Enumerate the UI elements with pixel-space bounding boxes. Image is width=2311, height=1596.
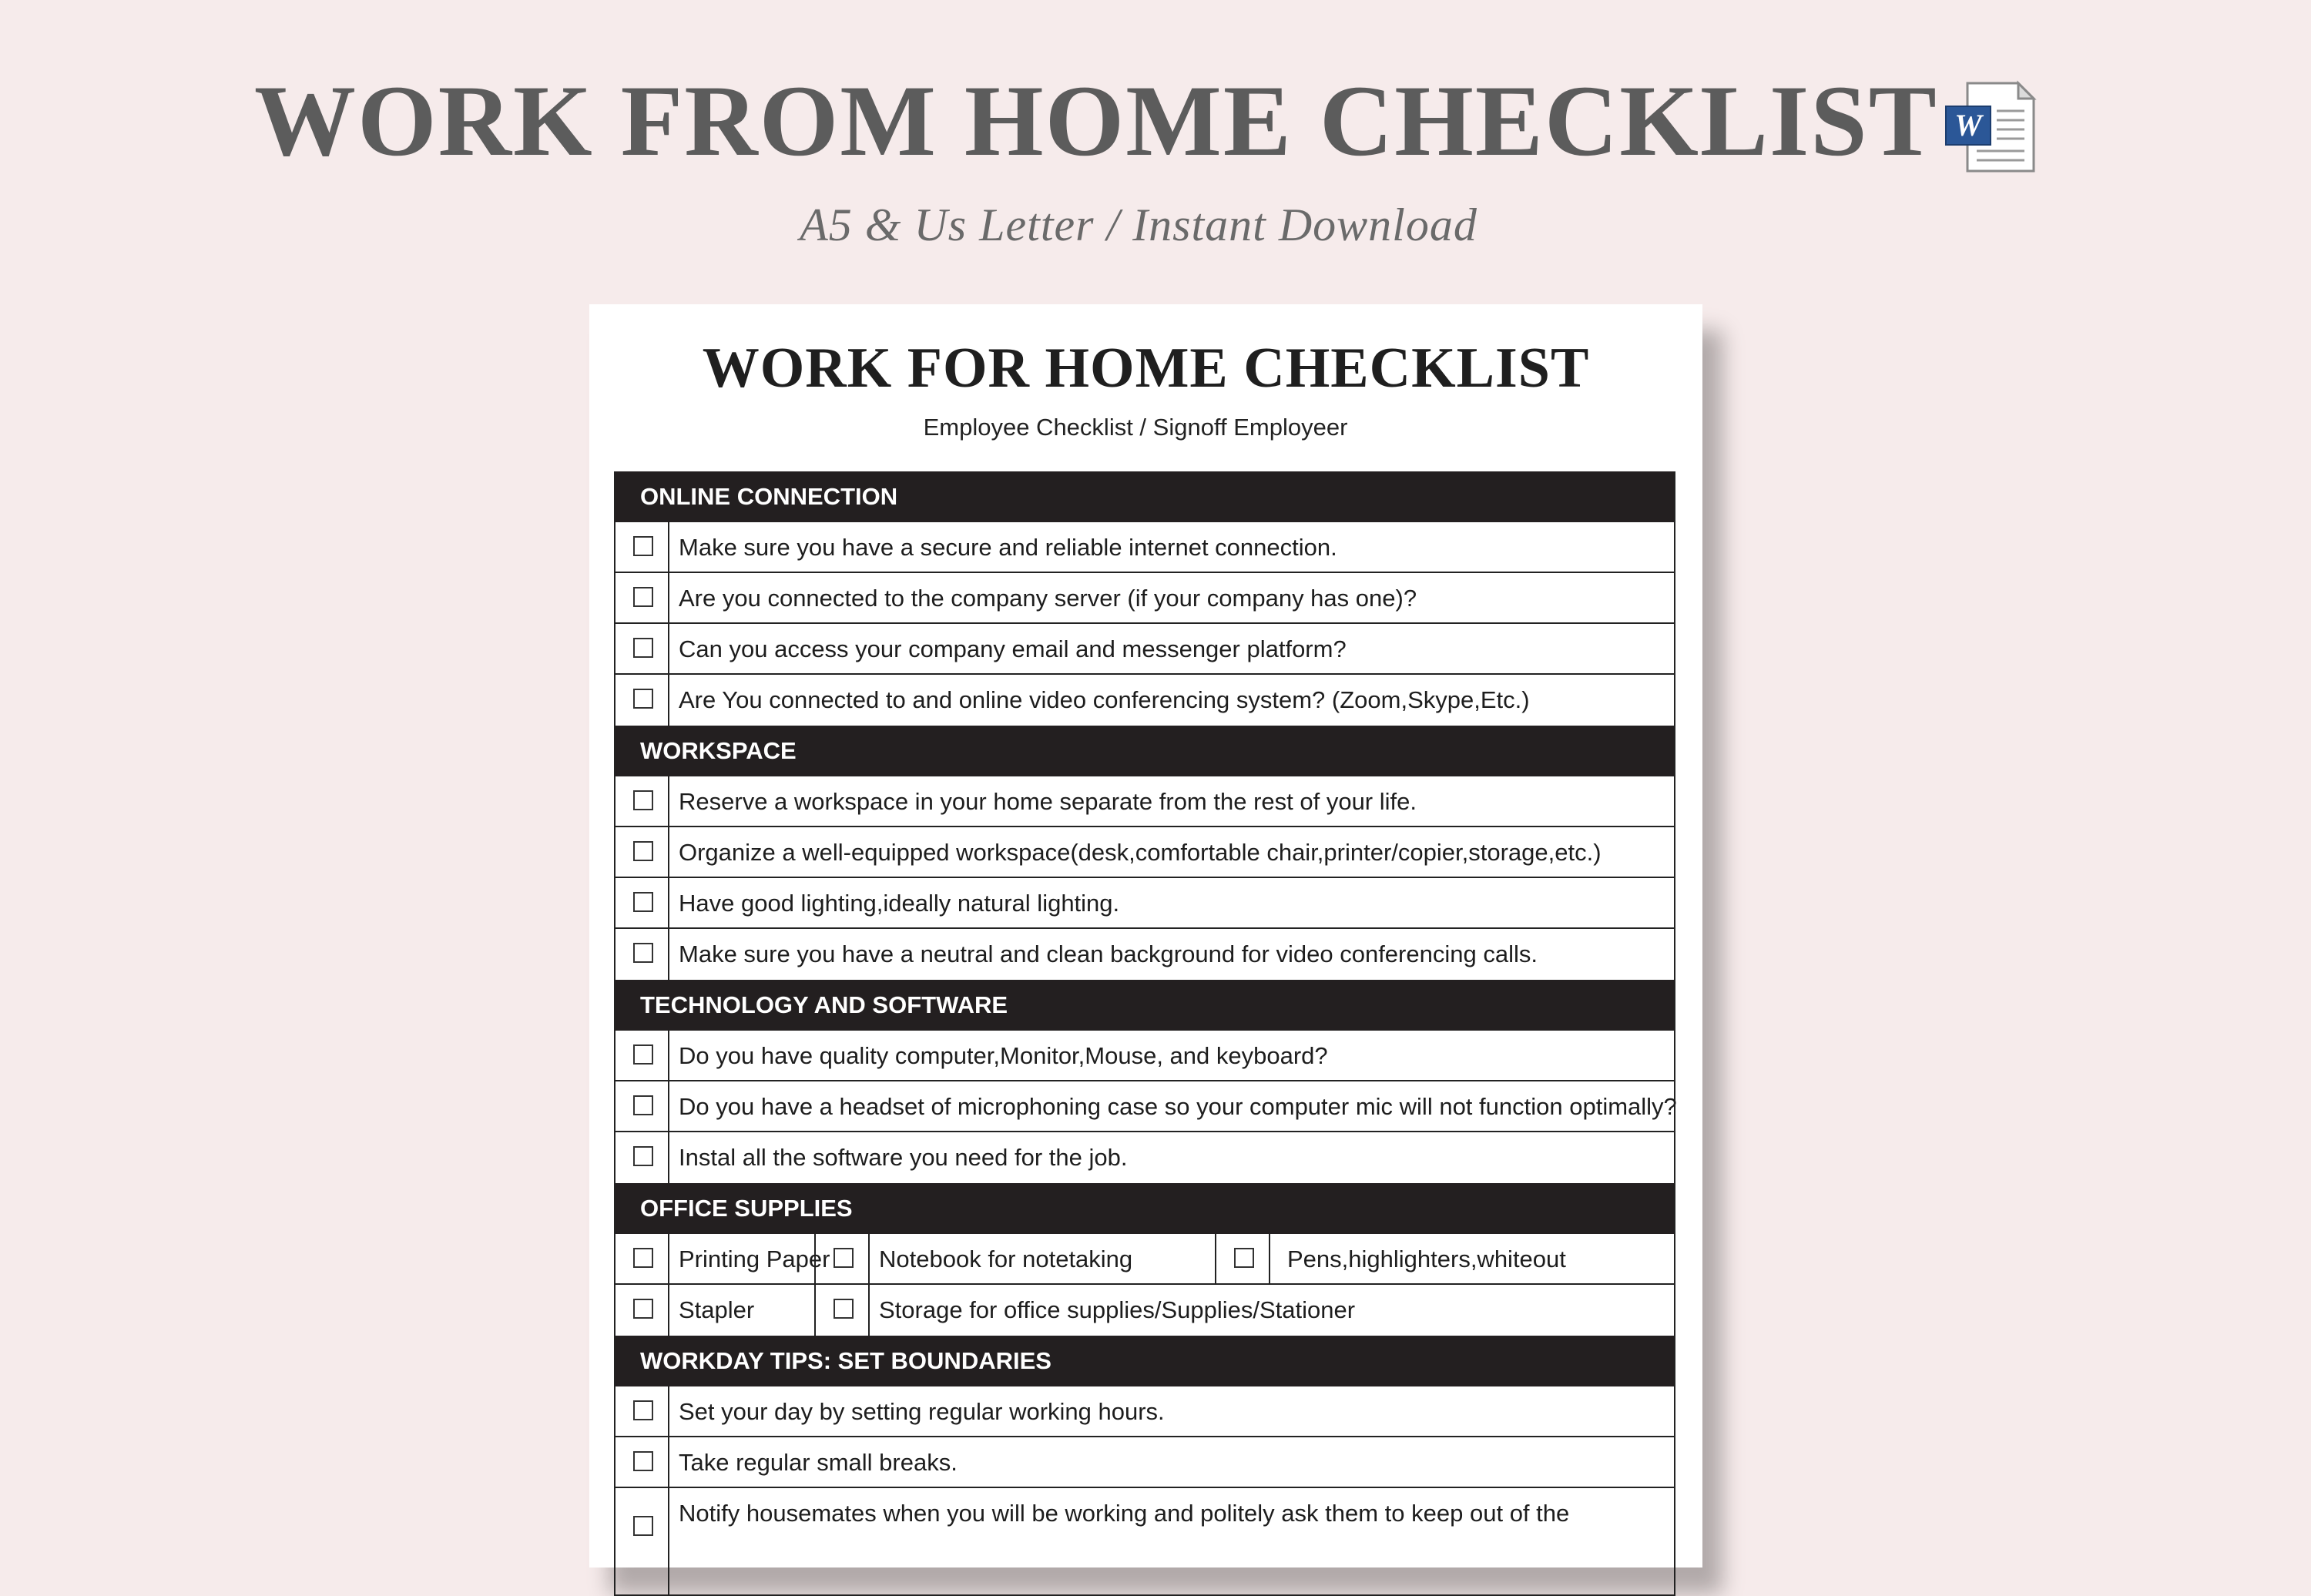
checklist-item-text: Reserve a workspace in your home separate from the rest of your life.: [679, 788, 1417, 815]
checkbox[interactable]: [633, 1516, 653, 1536]
checkbox[interactable]: [633, 1299, 653, 1319]
checklist-item-text: Instal all the software you need for the job.: [679, 1144, 1128, 1171]
checklist-item-text: Have good lighting,ideally natural lighting.: [679, 890, 1120, 917]
checkbox-cell: [1216, 1234, 1270, 1283]
checkbox-cell: [816, 1234, 870, 1283]
section-header: TECHNOLOGY AND SOFTWARE: [615, 980, 1674, 1031]
checkbox[interactable]: [633, 1451, 653, 1471]
supply-item-text: Printing Paper: [679, 1246, 830, 1272]
checkbox[interactable]: [633, 892, 653, 912]
checklist-row: [615, 1031, 1674, 1081]
checkbox-cell: [615, 1437, 669, 1487]
checklist-item-text: Set your day by setting regular working hours.: [679, 1398, 1165, 1425]
checklist-item-text: Are you connected to the company server (if your company has one)?: [679, 585, 1417, 612]
supplies-row: [615, 1234, 1674, 1285]
checkbox[interactable]: [633, 1248, 653, 1268]
checkbox-cell: [615, 1488, 669, 1594]
checkbox-cell: [615, 1031, 669, 1080]
checklist-row: [615, 878, 1674, 929]
supply-item-text: Notebook for notetaking: [879, 1246, 1133, 1272]
supplies-row: [615, 1285, 1674, 1336]
document-title: WORK FOR HOME CHECKLIST: [702, 337, 1590, 400]
document-subtitle: Employee Checklist / Signoff Employeer: [923, 414, 1348, 441]
checkbox[interactable]: [633, 1400, 653, 1420]
checklist-row: [615, 624, 1674, 675]
checkbox-cell: [615, 1285, 669, 1336]
checkbox[interactable]: [834, 1248, 854, 1268]
checklist-item-text: Make sure you have a neutral and clean background for video conferencing calls.: [679, 940, 1538, 967]
checklist-row: [615, 827, 1674, 878]
supply-cell: [615, 1285, 816, 1336]
supply-cell: [1216, 1234, 1674, 1283]
checkbox[interactable]: [834, 1299, 854, 1319]
checklist-row: [615, 1386, 1674, 1437]
checkbox[interactable]: [633, 943, 653, 963]
checkbox-cell: [615, 1386, 669, 1436]
checklist-row: [615, 1437, 1674, 1488]
supply-cell: [615, 1234, 830, 1283]
supply-item-text: Pens,highlighters,whiteout: [1287, 1246, 1566, 1272]
checklist-document: [589, 304, 1702, 1568]
checklist-row: [615, 1081, 1677, 1132]
word-document-icon: [1941, 77, 2041, 177]
checkbox-cell: [615, 827, 669, 877]
checklist-row: [615, 1488, 1674, 1596]
checkbox-cell: [615, 522, 669, 572]
checkbox[interactable]: [633, 841, 653, 861]
checklist-table: [614, 471, 1675, 1596]
checklist-row: [615, 675, 1674, 726]
checklist-item-text: Are You connected to and online video conferencing system? (Zoom,Skype,Etc.): [679, 686, 1530, 713]
checkbox-cell: [615, 878, 669, 927]
supply-item-text: Stapler: [679, 1296, 755, 1323]
checklist-item-text: Do you have a headset of microphoning case so your computer mic will not function optimally?: [679, 1093, 1677, 1120]
supply-item-text: Storage for office supplies/Supplies/Stationer: [879, 1296, 1356, 1323]
checkbox-cell: [615, 624, 669, 673]
checklist-item-text: Take regular small breaks.: [679, 1449, 958, 1476]
checklist-item-text: Make sure you have a secure and reliable internet connection.: [679, 534, 1337, 561]
page-subtitle: A5 & Us Letter / Instant Download: [800, 200, 1477, 250]
checklist-item-text: Do you have quality computer,Monitor,Mouse, and keyboard?: [679, 1042, 1328, 1069]
checkbox-cell: [615, 929, 669, 980]
word-icon-letter: W: [1954, 108, 1982, 142]
supply-cell: [816, 1234, 1216, 1283]
checklist-row: [615, 522, 1674, 573]
checkbox[interactable]: [1234, 1248, 1254, 1268]
checkbox[interactable]: [633, 536, 653, 556]
checkbox-cell: [615, 1081, 669, 1131]
checkbox-cell: [816, 1285, 870, 1336]
checkbox[interactable]: [633, 1146, 653, 1166]
checkbox-cell: [615, 776, 669, 826]
checklist-row: [615, 1132, 1674, 1183]
section-header: OFFICE SUPPLIES: [615, 1183, 1674, 1234]
checkbox[interactable]: [633, 587, 653, 607]
checkbox[interactable]: [633, 1095, 653, 1115]
checkbox-cell: [615, 573, 669, 622]
section-header: WORKDAY TIPS: SET BOUNDARIES: [615, 1336, 1674, 1386]
checkbox[interactable]: [633, 638, 653, 658]
checklist-item-text: Organize a well-equipped workspace(desk,comfortable chair,printer/copier,storage,etc.): [679, 839, 1602, 866]
section-header: ONLINE CONNECTION: [615, 471, 1674, 522]
checkbox-cell: [615, 1234, 669, 1283]
supply-cell: [816, 1285, 1674, 1336]
checkbox-cell: [615, 1132, 669, 1183]
section-header: WORKSPACE: [615, 726, 1674, 776]
checklist-item-text: Can you access your company email and messenger platform?: [679, 635, 1347, 662]
checkbox-cell: [615, 675, 669, 726]
checklist-row: [615, 929, 1674, 980]
checkbox[interactable]: [633, 790, 653, 810]
main-title: WORK FROM HOME CHECKLIST: [254, 64, 1938, 177]
checklist-row: [615, 776, 1674, 827]
checkbox[interactable]: [633, 689, 653, 709]
checkbox[interactable]: [633, 1044, 653, 1065]
checklist-row: [615, 573, 1674, 624]
checklist-item-text: Notify housemates when you will be working and politely ask them to keep out of the: [679, 1500, 1570, 1527]
